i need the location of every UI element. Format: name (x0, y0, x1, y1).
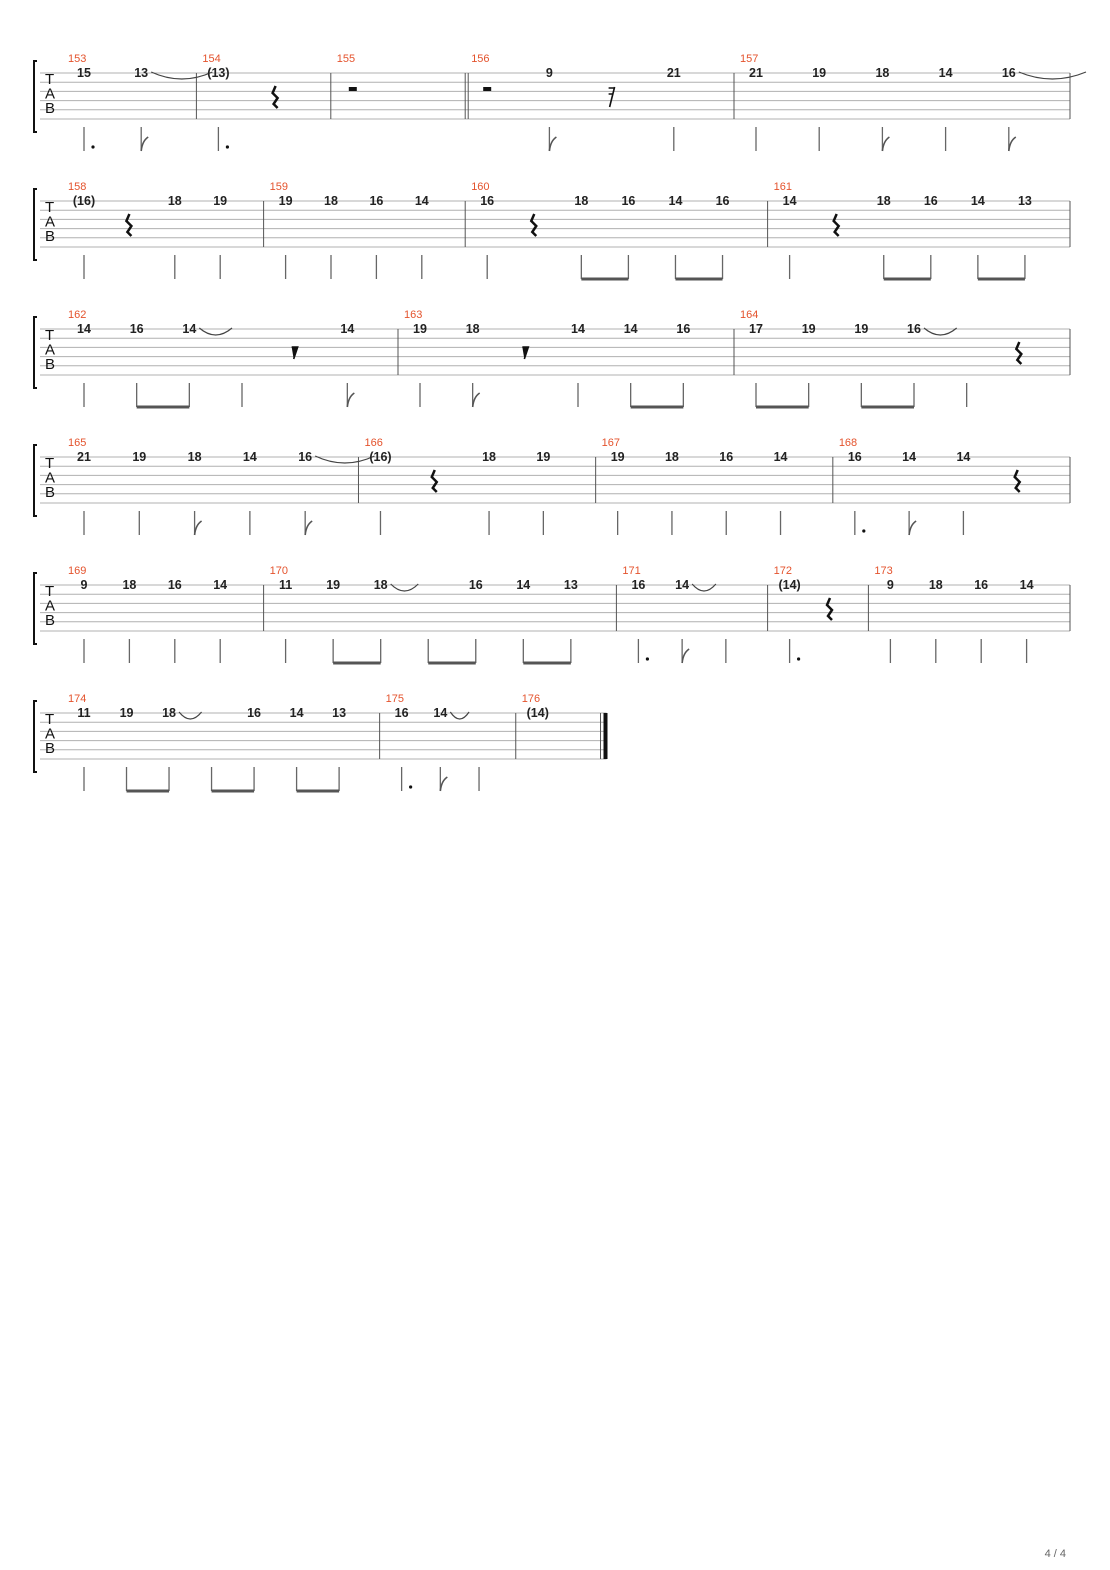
fret-number: 14 (571, 322, 585, 336)
tab-clef-letter: A (45, 213, 56, 231)
fret-number: 14 (213, 578, 228, 592)
tab-clef-letter: T (45, 583, 55, 600)
measure-number: 163 (404, 309, 423, 321)
fret-number: 14 (77, 322, 91, 336)
quarter-rest (531, 214, 536, 236)
system-bracket (34, 445, 37, 516)
fret-number: 19 (119, 706, 134, 720)
fret-number: 14 (182, 322, 197, 336)
measure-number: 169 (68, 565, 87, 577)
fret-number: 14 (773, 450, 788, 464)
fret-number: 15 (77, 66, 91, 80)
fret-number: (14) (778, 578, 801, 592)
fret-number: 19 (610, 450, 625, 464)
tab-clef-letter: T (45, 455, 55, 472)
fret-number: 19 (132, 450, 147, 464)
fret-number: 19 (812, 66, 827, 80)
measure-number: 161 (773, 181, 792, 193)
measure-number: 173 (874, 565, 893, 577)
system-bracket (34, 317, 37, 388)
measure-number: 157 (740, 53, 759, 65)
fret-number: 14 (782, 194, 797, 208)
fret-number: 16 (1001, 66, 1016, 80)
fret-number: 18 (928, 578, 943, 592)
fret-number: 16 (480, 194, 495, 208)
eighth-flag (305, 521, 312, 535)
dotted-duration (646, 657, 649, 660)
eighth-flag (682, 649, 689, 663)
fret-number: 14 (433, 706, 448, 720)
tab-clef-letter: B (45, 228, 56, 245)
tab-clef-letter: B (45, 100, 56, 117)
measure-number: 170 (269, 565, 288, 577)
fret-number: 11 (278, 578, 293, 592)
page-number: 4 / 4 (1044, 1548, 1066, 1560)
staff-system (34, 53, 1086, 151)
fret-number: 9 (545, 66, 553, 80)
eighth-flag (1009, 137, 1016, 151)
fret-number: 9 (80, 578, 88, 592)
fret-number: 21 (666, 66, 681, 80)
fret-number: 16 (676, 322, 691, 336)
fret-number: 19 (278, 194, 293, 208)
measure-number: 164 (740, 309, 759, 321)
dotted-duration (862, 529, 865, 532)
dotted-duration (91, 145, 94, 148)
fret-number: 16 (247, 706, 262, 720)
dotted-duration (409, 785, 412, 788)
measure-number: 174 (68, 693, 87, 705)
system-bracket (34, 61, 37, 132)
fret-number: 19 (536, 450, 551, 464)
fret-number: 9 (886, 578, 894, 592)
fret-number: 16 (923, 194, 938, 208)
staff-system (34, 565, 1070, 663)
staff-system (34, 693, 607, 791)
fret-number: 14 (956, 450, 971, 464)
fret-number: 19 (854, 322, 869, 336)
measure-number: 156 (471, 53, 490, 65)
tab-clef-letter: B (45, 484, 56, 501)
fret-number: 21 (77, 450, 91, 464)
tab-clef-letter: A (45, 725, 56, 743)
quarter-rest (1016, 342, 1021, 364)
fret-number: 14 (902, 450, 917, 464)
fret-number: 19 (413, 322, 427, 336)
fret-number: 18 (574, 194, 589, 208)
fret-number: 16 (468, 578, 483, 592)
tab-clef-letter: T (45, 199, 55, 216)
fret-number: 17 (749, 322, 763, 336)
measure-number: 175 (385, 693, 404, 705)
staff-system (34, 437, 1070, 535)
quarter-rest (827, 598, 832, 620)
measure-number: 155 (336, 53, 356, 65)
system-bracket (34, 701, 37, 772)
quarter-rest (273, 86, 278, 108)
measure-number: 168 (838, 437, 858, 449)
eighth-rest (292, 347, 298, 359)
fret-number: 19 (326, 578, 341, 592)
fret-number: 18 (664, 450, 679, 464)
tab-clef-letter: T (45, 327, 55, 344)
fret-number: (14) (526, 706, 549, 720)
tab-clef-letter: A (45, 341, 56, 359)
fret-number: 14 (1019, 578, 1034, 592)
measure-number: 165 (68, 437, 87, 449)
fret-number: 21 (749, 66, 763, 80)
measure-number: 162 (68, 309, 87, 321)
tab-clef-letter: A (45, 597, 56, 615)
measure-number: 160 (471, 181, 490, 193)
fret-number: 13 (332, 706, 347, 720)
measure-number: 158 (68, 181, 87, 193)
measure-number: 176 (521, 693, 541, 705)
quarter-rest (1015, 470, 1020, 492)
fret-number: 18 (876, 194, 891, 208)
dotted-duration (226, 145, 229, 148)
fret-number: 18 (875, 66, 890, 80)
measure-number: 167 (601, 437, 621, 449)
fret-number: (16) (369, 450, 392, 464)
fret-number: 14 (340, 322, 355, 336)
fret-number: (16) (72, 194, 96, 208)
fret-number: 16 (298, 450, 313, 464)
fret-number: 18 (187, 450, 202, 464)
eighth-rest (522, 347, 528, 359)
measure-number: 154 (202, 53, 221, 65)
fret-number: 16 (394, 706, 409, 720)
eighth-flag (195, 521, 202, 535)
measure-number: 171 (622, 565, 641, 577)
measure-number: 172 (773, 565, 792, 577)
fret-number: 11 (77, 706, 91, 720)
eighth-flag (549, 137, 556, 151)
tab-clef-letter: A (45, 469, 56, 487)
fret-number: 18 (465, 322, 480, 336)
fret-number: 18 (324, 194, 338, 208)
tab-clef-letter: B (45, 612, 56, 629)
fret-number: 18 (373, 578, 388, 592)
half-rest (349, 87, 357, 91)
fret-number: 16 (719, 450, 734, 464)
eighth-flag (141, 137, 148, 151)
measure-number: 153 (68, 53, 87, 65)
sixteenth-rest (609, 87, 615, 107)
fret-number: 16 (847, 450, 862, 464)
fret-number: 16 (621, 194, 636, 208)
fret-number: 14 (668, 194, 683, 208)
tab-clef-letter: T (45, 711, 55, 728)
fret-number: 18 (167, 194, 182, 208)
fret-number: 14 (938, 66, 953, 80)
fret-number: 19 (213, 194, 228, 208)
fret-number: 13 (563, 578, 578, 592)
staff-system (34, 181, 1070, 279)
fret-number: 14 (623, 322, 638, 336)
fret-number: 16 (369, 194, 384, 208)
quarter-rest (126, 214, 131, 236)
system-bracket (34, 189, 37, 260)
tab-clef-letter: T (45, 71, 55, 88)
fret-number: 18 (122, 578, 137, 592)
half-rest (483, 87, 491, 91)
fret-number: 18 (162, 706, 176, 720)
fret-number: 16 (631, 578, 646, 592)
fret-number: 16 (715, 194, 730, 208)
fret-number: 19 (801, 322, 816, 336)
fret-number: 14 (242, 450, 257, 464)
fret-number: 14 (414, 194, 429, 208)
eighth-flag (440, 777, 447, 791)
staff-system (34, 309, 1070, 407)
tab-clef-letter: B (45, 740, 56, 757)
fret-number: 18 (482, 450, 497, 464)
eighth-flag (473, 393, 480, 407)
fret-number: 16 (907, 322, 921, 336)
quarter-rest (432, 470, 437, 492)
eighth-flag (347, 393, 354, 407)
fret-number: 14 (516, 578, 531, 592)
measure-number: 159 (269, 181, 288, 193)
tab-clef-letter: A (45, 85, 56, 103)
system-bracket (34, 573, 37, 644)
fret-number: 16 (129, 322, 144, 336)
eighth-flag (882, 137, 889, 151)
fret-number: 14 (675, 578, 690, 592)
fret-number: 16 (974, 578, 989, 592)
fret-number: 14 (970, 194, 985, 208)
quarter-rest (834, 214, 839, 236)
eighth-flag (909, 521, 916, 535)
measure-number: 166 (364, 437, 383, 449)
fret-number: 14 (289, 706, 304, 720)
fret-number: 13 (134, 66, 149, 80)
fret-number: 13 (1017, 194, 1032, 208)
tab-clef-letter: B (45, 356, 56, 373)
dotted-duration (797, 657, 800, 660)
fret-number: (13) (207, 66, 230, 80)
fret-number: 16 (167, 578, 182, 592)
